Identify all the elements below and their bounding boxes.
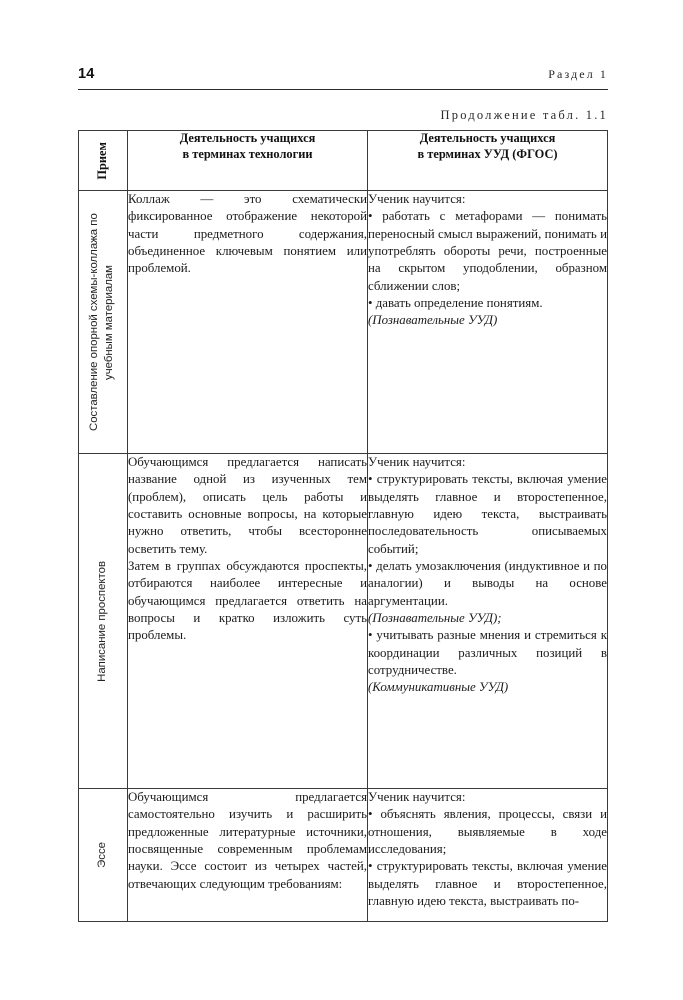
continued-table	[78, 130, 608, 922]
table-row	[79, 191, 608, 454]
activity-technology-cell	[128, 454, 368, 789]
technique-label: Написание проспектов	[95, 560, 108, 682]
activity-technology-cell	[128, 191, 368, 454]
paragraph: Ученик научится:	[368, 192, 466, 206]
bullet-paragraph: • структурировать тексты, включая умение выделять главное и второстепенное, главную идею текста, выстраивать по-	[368, 859, 607, 909]
technique-label: Составление опорной схемы-коллажа по учебным материалам	[88, 213, 116, 431]
section-title: Раздел 1	[548, 67, 608, 81]
activity-uud-cell	[368, 191, 608, 454]
table-row	[79, 454, 608, 789]
technique-cell	[79, 789, 128, 922]
page-number: 14	[78, 66, 95, 82]
activity-uud-cell	[368, 454, 608, 789]
table-head	[79, 131, 608, 191]
table-body	[79, 191, 608, 922]
bullet-paragraph: • давать определение понятиям.	[368, 296, 543, 311]
column-header-technique-label: Прием	[95, 141, 110, 180]
vertical-header-wrap	[79, 131, 127, 190]
bullet-paragraph: • работать с метафорами — понимать переносный смысл выражений, понимать и употреблять обороты речи, построенные на скрытом уподоблении, образном сближении слов;	[368, 209, 607, 293]
table-row	[79, 789, 608, 922]
column-header-activity-uud-line2: в терминах УУД (ФГОС)	[417, 146, 558, 161]
column-header-activity-uud-line1: Деятельность учащихся	[419, 131, 556, 145]
technique-label-box	[79, 454, 126, 788]
activity-uud-cell	[368, 789, 608, 922]
table-continuation-caption: Продолжение табл. 1.1	[440, 108, 608, 122]
header-rule	[78, 89, 608, 90]
table-header-row	[79, 131, 608, 191]
paragraph: Ученик научится:	[368, 790, 466, 804]
running-head	[78, 66, 608, 82]
uud-category-note: (Познавательные УУД)	[368, 313, 498, 328]
technique-cell	[79, 454, 128, 789]
paragraph: Обучающимся предлагается написать название одной из изученных тем (проблем), описать цель работы и составить основные вопросы, на которые нужно ответить, чтобы всесторонне осветить тему.	[128, 455, 367, 556]
column-header-activity-technology	[128, 131, 368, 191]
technique-label-box	[79, 191, 126, 453]
paragraph: Ученик научится:	[368, 455, 466, 469]
bullet-paragraph: • объяснять явления, процессы, связи и отношения, выявляемые в ходе исследования;	[368, 807, 607, 857]
bullet-paragraph: • структурировать тексты, включая умение выделять главное и второстепенное, главную идею текста, выстраивать последовательность описываемых событий;	[368, 472, 607, 556]
column-header-activity-technology-line1: Деятельность учащихся	[179, 131, 316, 145]
bullet-paragraph: • учитывать разные мнения и стремиться к координации различных позиций в сотрудничестве.	[368, 628, 607, 678]
paragraph: Затем в группах обсуждаются проспекты, отбираются наиболее интересные и обучающимся предлагается ответить на вопросы и кратко изложить суть проблемы.	[128, 559, 367, 643]
technique-label: Эссе	[95, 842, 108, 868]
activity-technology-cell	[128, 789, 368, 922]
bullet-paragraph: • делать умозаключения (индуктивное и по аналогии) и выводы на основе аргументации.	[368, 559, 607, 608]
column-header-activity-technology-line2: в терминах технологии	[182, 146, 313, 161]
technique-label-box	[79, 789, 126, 921]
technique-cell	[79, 191, 128, 454]
uud-category-note: (Познавательные УУД);	[368, 611, 502, 626]
paragraph: Обучающимся предлагается самостоятельно изучить и расширить предложенные литературные источники, посвященные современным проблемам науки. Эссе состоит из четырех частей, отвечающих следующим требованиям:	[128, 790, 367, 891]
column-header-technique	[79, 131, 128, 191]
paragraph: Коллаж — это схематически фиксированное отображение некоторой части предметного содержания, объединенное ключевым понятием или проблемой.	[128, 192, 367, 276]
uud-category-note: (Коммуникативные УУД)	[368, 680, 509, 695]
column-header-activity-uud	[368, 131, 608, 191]
